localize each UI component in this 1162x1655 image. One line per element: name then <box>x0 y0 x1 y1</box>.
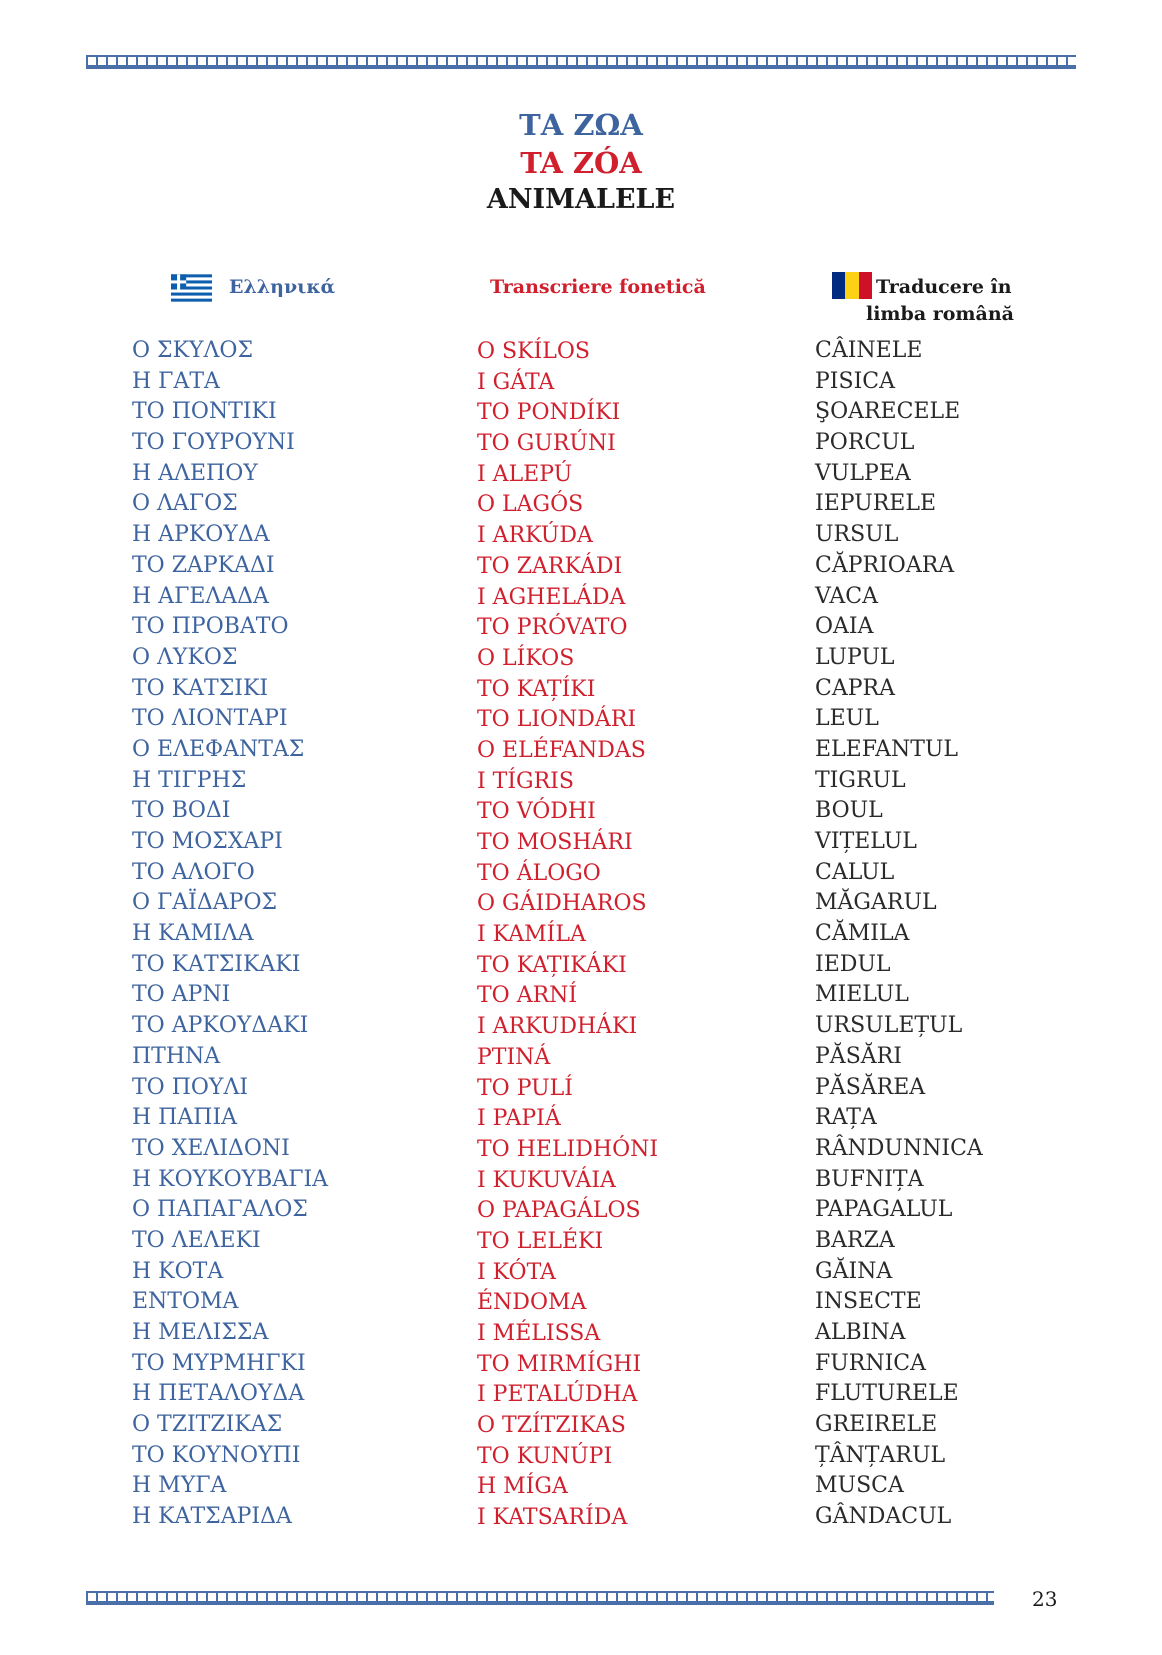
romanian-word: PAPAGALUL <box>815 1197 953 1223</box>
romanian-word: FLUTURELE <box>815 1381 959 1407</box>
romanian-word: MIELUL <box>815 982 909 1008</box>
romanian-flag-icon <box>832 272 872 299</box>
greek-word: Η ΠΑΠΙΑ <box>132 1105 238 1131</box>
phonetic-word: O SKÍLOS <box>477 339 590 364</box>
greek-word: Η ΚΟΤΑ <box>132 1258 224 1284</box>
phonetic-word: I KÓTA <box>477 1259 556 1285</box>
romanian-word: CĂPRIOARA <box>815 552 955 578</box>
romanian-word: PORCUL <box>815 430 915 456</box>
greek-word: Η ΠΕΤΑΛΟΥΔΑ <box>132 1381 305 1407</box>
romanian-word: CÂINELE <box>815 338 923 363</box>
romanian-word: VULPEA <box>815 460 911 486</box>
greek-word: Ο ΠΑΠΑΓΑΛΟΣ <box>132 1197 308 1223</box>
romanian-word: OAIA <box>815 614 874 640</box>
romanian-word: ȚÂNȚARUL <box>815 1442 946 1468</box>
greek-word: Η ΑΡΚΟΥΔΑ <box>132 522 270 548</box>
greek-word: Ο ΛΥΚΟΣ <box>132 644 238 670</box>
romanian-word: BOUL <box>815 798 883 824</box>
phonetic-word: TO ZARKÁDI <box>477 553 623 579</box>
romanian-word: IEPURELE <box>815 491 936 517</box>
phonetic-word: I GÁTA <box>477 369 555 395</box>
greek-word: ΤΟ ΜΟΣΧΑΡΙ <box>132 829 283 854</box>
romanian-word: GREIRELE <box>815 1412 938 1438</box>
phonetic-word: TO PRÓVATO <box>477 615 628 641</box>
greek-word: ΠΤΗΝΑ <box>132 1043 221 1069</box>
phonetic-word: TO MIRMÍGHI <box>477 1351 642 1377</box>
romanian-word: MUSCA <box>815 1473 904 1499</box>
romanian-word: VACA <box>815 583 879 609</box>
romanian-word: ŞOARECELE <box>815 399 961 425</box>
phonetic-word: TO KAȚÍKI <box>477 676 596 702</box>
greek-word: ΤΟ ΧΕΛΙΔΟΝΙ <box>132 1135 290 1161</box>
title-greek: ΤΑ ΖΩΑ <box>519 108 643 142</box>
greek-word: ΤΟ ΠΟΝΤΙΚΙ <box>132 399 277 425</box>
greek-word: ΤΟ ΜΥΡΜΗΓΚΙ <box>132 1350 306 1376</box>
title-romanian: ANIMALELE <box>486 184 676 215</box>
greek-word: ΤΟ ΠΡΟΒΑΤΟ <box>132 614 289 640</box>
header-romanian-line2: limba română <box>866 303 1014 325</box>
phonetic-word: I PAPIÁ <box>477 1106 561 1132</box>
phonetic-word: TO HELIDHÓNI <box>477 1136 659 1162</box>
header-romanian <box>866 274 1076 328</box>
greek-word: ΤΟ ΚΑΤΣΙΚΑΚΙ <box>132 951 301 977</box>
greek-word: ΤΟ ΚΟΥΝΟΥΠΙ <box>132 1442 301 1468</box>
phonetic-word: ÉNDOMA <box>477 1290 587 1316</box>
greek-flag-icon <box>171 274 212 302</box>
greek-word: Η ΚΑΤΣΑΡΙΔΑ <box>132 1504 292 1530</box>
romanian-word: CALUL <box>815 859 895 885</box>
romanian-word: GĂINA <box>815 1258 893 1284</box>
phonetic-word: TO ARNÍ <box>477 983 578 1009</box>
romanian-word: PĂSĂRI <box>815 1043 902 1069</box>
greek-word: Ο ΕΛΕΦΑΝΤΑΣ <box>132 736 305 762</box>
phonetic-word: I PETALÚDHA <box>477 1382 638 1408</box>
romanian-word-list <box>815 336 983 1533</box>
romanian-word: RÂNDUNNICA <box>815 1135 983 1161</box>
romanian-word: LUPUL <box>815 644 895 670</box>
phonetic-word: O LAGÓS <box>477 492 584 518</box>
phonetic-word: O ELÉFANDAS <box>477 737 646 763</box>
romanian-word: MĂGARUL <box>815 890 937 916</box>
greek-word: ΤΟ ΖΑΡΚΑΔΙ <box>132 552 275 578</box>
greek-word: ΤΟ ΚΑΤΣΙΚΙ <box>132 675 269 701</box>
romanian-word: PISICA <box>815 368 895 394</box>
greek-word: ΤΟ ΓΟΥΡΟΥΝΙ <box>132 430 295 456</box>
greek-word: Ο ΣΚΥΛΟΣ <box>132 338 254 363</box>
romanian-word: LEUL <box>815 706 879 732</box>
phonetic-word: TO VÓDHI <box>477 799 596 825</box>
phonetic-word: TO PONDÍKI <box>477 400 621 426</box>
greek-word: ΤΟ ΠΟΥΛΙ <box>132 1074 249 1100</box>
phonetic-word-list <box>477 337 658 1534</box>
romanian-word: URSUL <box>815 522 899 548</box>
page-number: 23 <box>1032 1587 1058 1611</box>
greek-word: ΤΟ ΑΛΟΓΟ <box>132 859 255 885</box>
romanian-word: CAPRA <box>815 675 895 701</box>
greek-word: Η ΤΙΓΡΗΣ <box>132 767 247 793</box>
phonetic-word: TO KAȚIKÁKI <box>477 952 627 978</box>
greek-word: ΤΟ ΛΙΟΝΤΑΡΙ <box>132 706 288 732</box>
phonetic-word: O PAPAGÁLOS <box>477 1198 641 1224</box>
romanian-word: TIGRUL <box>815 767 906 793</box>
phonetic-word: I TÍGRIS <box>477 768 574 794</box>
phonetic-word: TO GURÚNI <box>477 431 616 457</box>
romanian-word: RAȚA <box>815 1105 877 1131</box>
greek-word: Η ΜΕΛΙΣΣΑ <box>132 1320 269 1345</box>
phonetic-word: TO PULÍ <box>477 1075 573 1101</box>
phonetic-word: H MÍGA <box>477 1474 568 1500</box>
greek-word: Η ΚΟΥΚΟΥΒΑΓΙΑ <box>132 1166 329 1192</box>
romanian-word: IEDUL <box>815 951 891 977</box>
phonetic-word: TO LIONDÁRI <box>477 707 637 733</box>
greek-word: Ο ΛΑΓΟΣ <box>132 491 238 517</box>
header-phonetic: Transcriere fonetică <box>490 276 706 298</box>
header-greek: Ελληνικά <box>229 276 336 298</box>
phonetic-word: TO KUNÚPI <box>477 1443 613 1469</box>
greek-word: Η ΑΛΕΠΟΥ <box>132 460 258 486</box>
romanian-word: GÂNDACUL <box>815 1504 952 1530</box>
romanian-word: URSULEȚUL <box>815 1013 963 1039</box>
greek-word: Ο ΤΖΙΤΖΙΚΑΣ <box>132 1412 283 1438</box>
header-romanian-line1: Traducere în <box>876 276 1012 298</box>
romanian-word: VIȚELUL <box>815 829 917 854</box>
romanian-word: INSECTE <box>815 1289 922 1315</box>
greek-meander-border-top <box>86 55 1076 69</box>
romanian-word: BARZA <box>815 1227 895 1253</box>
phonetic-word: TO LELÉKI <box>477 1228 604 1254</box>
phonetic-word: I MÉLISSA <box>477 1321 601 1346</box>
greek-word: ΤΟ ΑΡΚΟΥΔΑΚΙ <box>132 1013 309 1039</box>
phonetic-word: TO MOSHÁRI <box>477 830 633 855</box>
phonetic-word: TO ÁLOGO <box>477 860 601 886</box>
greek-meander-border-bottom <box>86 1591 994 1605</box>
phonetic-word: I ALEPÚ <box>477 461 573 487</box>
title-phonetic: TA ZÓA <box>520 146 642 180</box>
greek-word: ΕΝΤΟΜΑ <box>132 1289 239 1315</box>
phonetic-word: I KATSARÍDA <box>477 1505 628 1531</box>
phonetic-word: PTINÁ <box>477 1044 551 1070</box>
phonetic-word: O GÁIDHAROS <box>477 891 647 917</box>
phonetic-word: I KAMÍLA <box>477 922 586 948</box>
romanian-word: PĂSĂREA <box>815 1074 926 1100</box>
romanian-word: FURNICA <box>815 1350 927 1376</box>
romanian-word: ALBINA <box>815 1320 906 1345</box>
phonetic-word: I ARKÚDA <box>477 523 593 549</box>
phonetic-word: O TZÍTZIKAS <box>477 1413 626 1439</box>
romanian-word: ELEFANTUL <box>815 736 959 762</box>
phonetic-word: I AGHELÁDA <box>477 584 626 610</box>
phonetic-word: O LÍKOS <box>477 645 575 671</box>
greek-word-list <box>132 336 328 1533</box>
greek-word: Η ΓΑΤΑ <box>132 368 220 394</box>
romanian-word: CĂMILA <box>815 921 910 947</box>
greek-word: Η ΚΑΜΙΛΑ <box>132 921 254 947</box>
greek-word: ΤΟ ΒΟΔΙ <box>132 798 231 824</box>
greek-word: Η ΜΥΓΑ <box>132 1473 227 1499</box>
greek-word: ΤΟ ΛΕΛΕΚΙ <box>132 1227 261 1253</box>
greek-word: Η ΑΓΕΛΑΔΑ <box>132 583 269 609</box>
romanian-word: BUFNIȚA <box>815 1166 924 1192</box>
greek-word: Ο ΓΑΪΔΑΡΟΣ <box>132 890 278 916</box>
phonetic-word: I ARKUDHÁKI <box>477 1014 638 1040</box>
greek-word: ΤΟ ΑΡΝΙ <box>132 982 231 1008</box>
phonetic-word: I KUKUVÁIA <box>477 1167 616 1193</box>
